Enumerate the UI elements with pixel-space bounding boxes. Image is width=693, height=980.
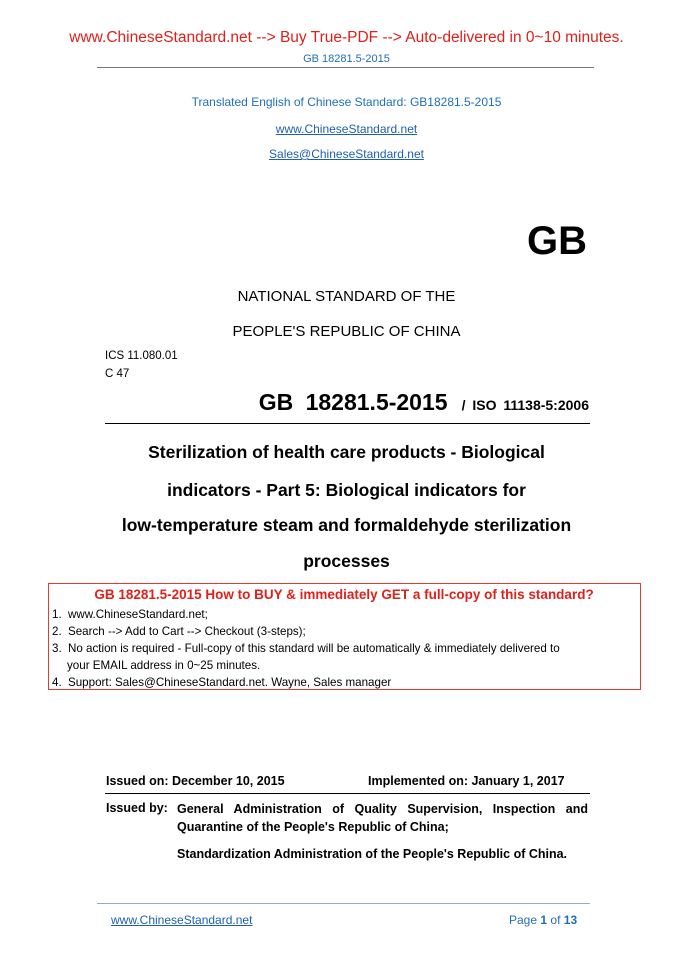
standard-title-line: indicators - Part 5: Biological indicators for bbox=[167, 480, 526, 500]
page-prefix: Page bbox=[509, 913, 538, 927]
sales-email-row bbox=[0, 145, 693, 163]
standard-title-line: low-temperature steam and formaldehyde sterilization bbox=[121, 515, 572, 535]
iso-equivalent: / ISO 11138-5:2006 bbox=[461, 397, 589, 413]
country-line: PEOPLE'S REPUBLIC OF CHINA bbox=[232, 323, 461, 340]
step-text: No action is required - Full-copy of this standard will be automatically & immediately delivered to bbox=[68, 642, 560, 655]
standard-title-line: Sterilization of health care products - Biological bbox=[148, 442, 545, 462]
step-number: 2. bbox=[52, 625, 62, 638]
standard-number: GB 18281.5-2015 bbox=[258, 389, 448, 415]
step-text[interactable]: www.ChineseStandard.net; bbox=[68, 608, 208, 621]
issued-by-label: Issued by: bbox=[106, 801, 168, 815]
step-number: 1. bbox=[52, 608, 62, 621]
header-divider bbox=[97, 67, 594, 68]
ics-code: ICS 11.080.01 bbox=[105, 350, 178, 362]
header-standard-code: GB 18281.5-2015 bbox=[303, 53, 390, 65]
step-text: Search --> Add to Cart --> Checkout (3-steps); bbox=[68, 625, 306, 638]
footer-site-link[interactable]: www.ChineseStandard.net bbox=[111, 913, 253, 927]
purchase-step-continuation: your EMAIL address in 0~25 minutes. bbox=[67, 659, 261, 672]
top-banner[interactable]: www.ChineseStandard.net --> Buy True-PDF --> Auto-delivered in 0~10 minutes. bbox=[69, 29, 624, 46]
site-link-row bbox=[0, 120, 693, 138]
site-link[interactable]: www.ChineseStandard.net bbox=[275, 122, 418, 136]
issue-divider bbox=[105, 793, 590, 794]
purchase-step bbox=[52, 606, 208, 623]
page-current: 1 bbox=[540, 913, 548, 927]
standard-title-line: processes bbox=[303, 551, 390, 571]
page-total: 13 bbox=[563, 913, 578, 927]
footer-divider bbox=[97, 903, 590, 904]
purchase-step bbox=[52, 640, 560, 657]
standard-number-row bbox=[259, 389, 589, 416]
page-indicator bbox=[509, 913, 577, 927]
gb-mark: GB bbox=[527, 219, 587, 263]
step-number: 4. bbox=[52, 676, 62, 689]
issuer-sac: Standardization Administration of the People's Republic of China. bbox=[177, 847, 568, 861]
purchase-step bbox=[52, 623, 306, 640]
page-of: of bbox=[550, 913, 561, 927]
ccs-code: C 47 bbox=[105, 368, 130, 380]
step-text: Support: Sales@ChineseStandard.net. Wayne, Sales manager bbox=[68, 676, 392, 689]
translated-title-line: Translated English of Chinese Standard: GB18281.5-2015 bbox=[191, 95, 502, 109]
title-divider bbox=[105, 423, 590, 424]
purchase-step bbox=[52, 674, 391, 691]
issued-on-date: Issued on: December 10, 2015 bbox=[106, 774, 285, 788]
purchase-heading: GB 18281.5-2015 How to BUY & immediately GET a full-copy of this standard? bbox=[94, 587, 594, 602]
sales-email-link[interactable]: Sales@ChineseStandard.net bbox=[269, 147, 424, 161]
purchase-info-box bbox=[48, 583, 641, 690]
issuer-aqsiq: General Administration of Quality Supervision, Inspection and Quarantine of the People's Republic of China; bbox=[177, 802, 588, 834]
national-standard-line: NATIONAL STANDARD OF THE bbox=[237, 288, 456, 305]
implemented-on-date: Implemented on: January 1, 2017 bbox=[368, 774, 565, 788]
step-number: 3. bbox=[52, 642, 62, 655]
